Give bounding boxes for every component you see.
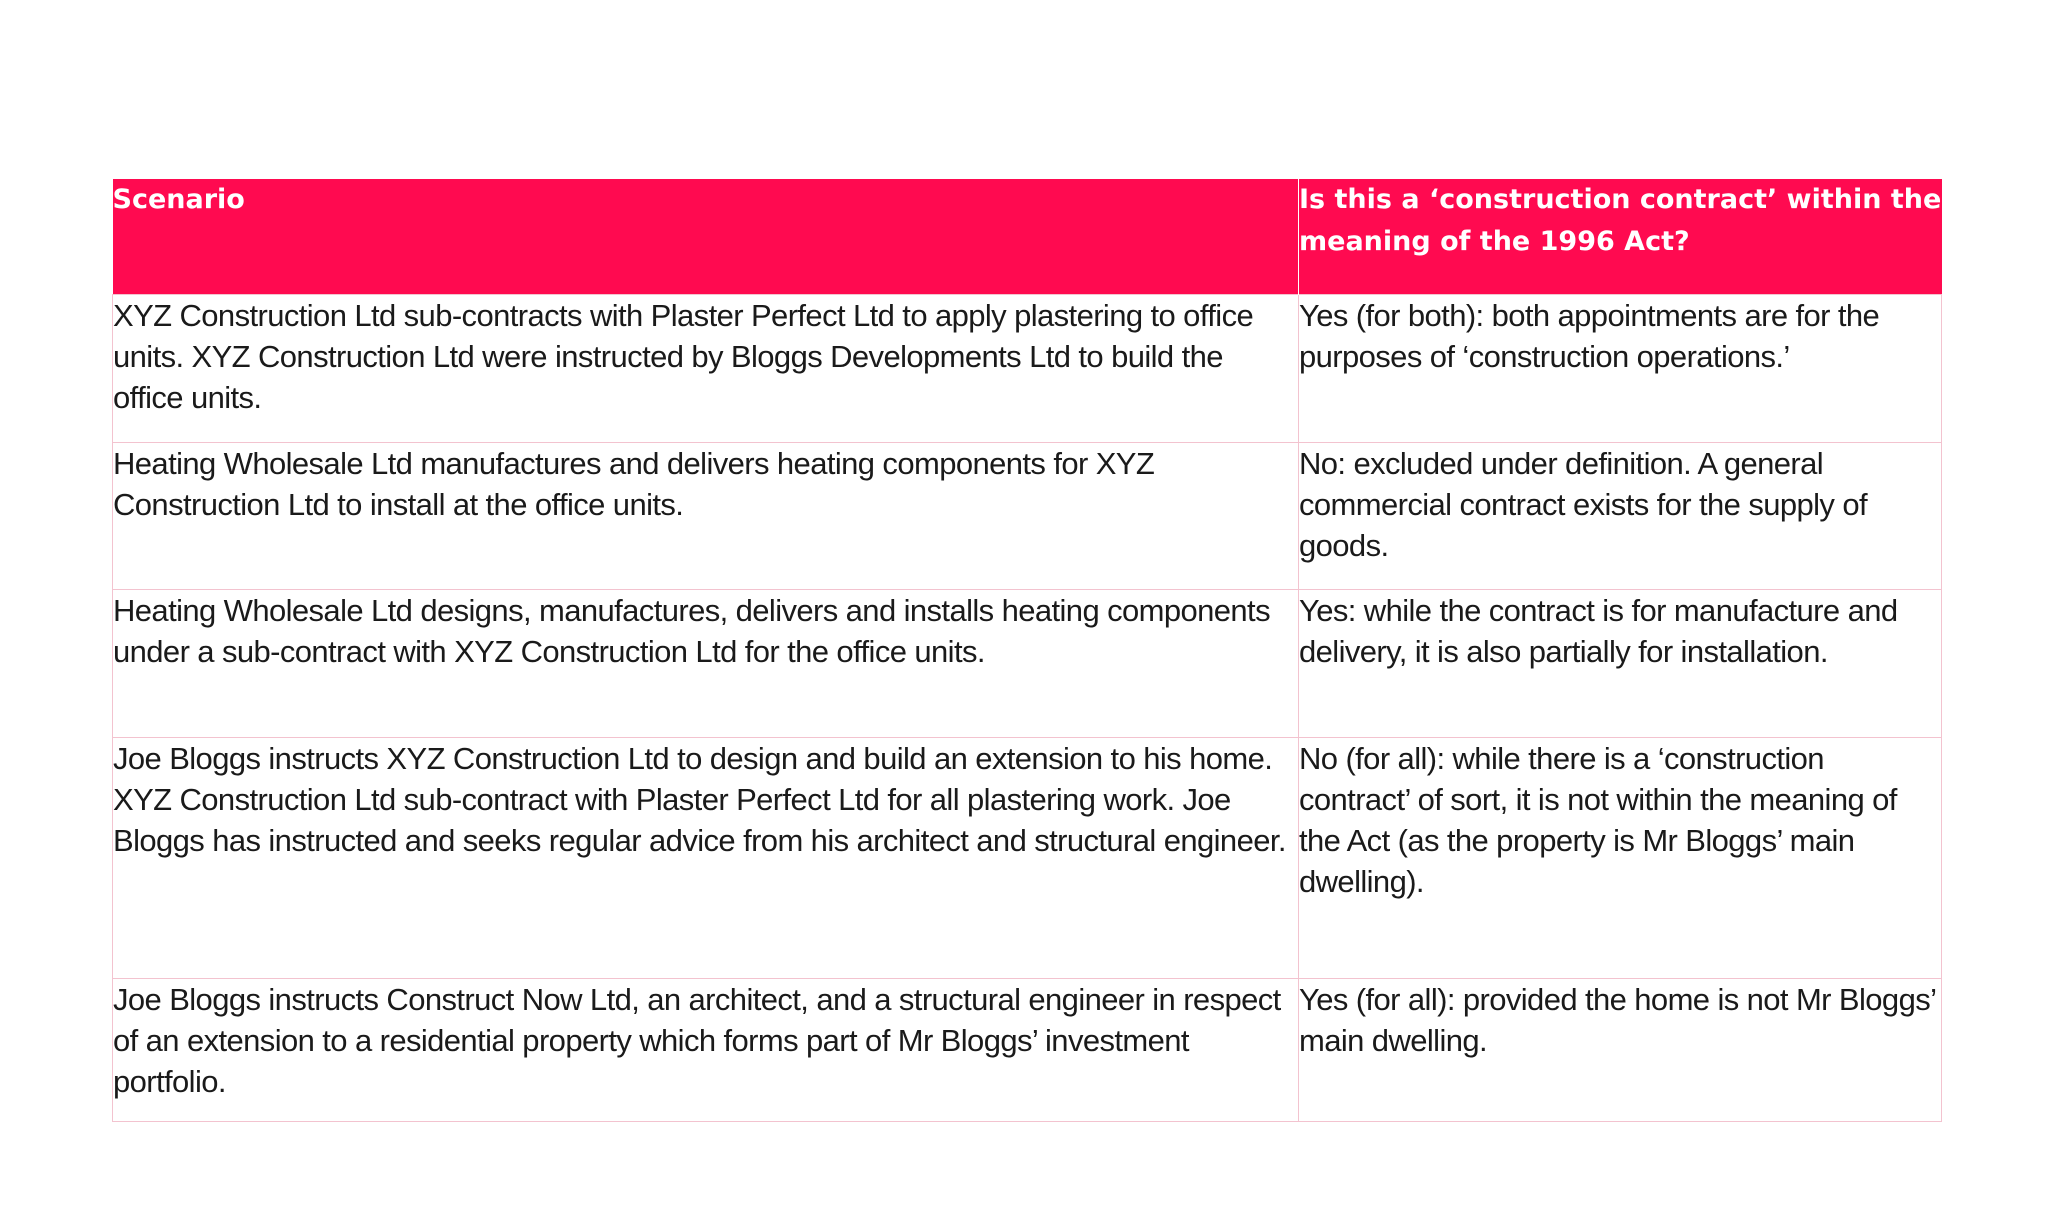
answer-cell: Yes (for both): both appointments are for the purposes of ‘construction operations.’	[1299, 295, 1942, 443]
table-row	[113, 590, 1942, 738]
scenario-cell: Heating Wholesale Ltd manufactures and delivers heating components for XYZ Construction Ltd to install at the office units.	[113, 443, 1299, 590]
answer-cell: No: excluded under definition. A general commercial contract exists for the supply of goods.	[1299, 443, 1942, 590]
scenario-cell: Joe Bloggs instructs Construct Now Ltd, an architect, and a structural engineer in respect of an extension to a residential property which forms part of Mr Bloggs’ investment portfolio.	[113, 979, 1299, 1122]
table-row	[113, 443, 1942, 590]
table-row	[113, 738, 1942, 979]
header-scenario: Scenario	[113, 179, 1299, 295]
header-construction-contract-question: Is this a ‘construction contract’ within the meaning of the 1996 Act?	[1299, 179, 1942, 295]
table-row	[113, 295, 1942, 443]
scenario-table	[112, 179, 1942, 1122]
answer-cell: Yes (for all): provided the home is not Mr Bloggs’ main dwelling.	[1299, 979, 1942, 1122]
answer-cell: Yes: while the contract is for manufacture and delivery, it is also partially for installation.	[1299, 590, 1942, 738]
answer-cell: No (for all): while there is a ‘construction contract’ of sort, it is not within the meaning of the Act (as the property is Mr Bloggs’ main dwelling).	[1299, 738, 1942, 979]
table-row	[113, 979, 1942, 1122]
scenario-cell: XYZ Construction Ltd sub-contracts with Plaster Perfect Ltd to apply plastering to office units. XYZ Construction Ltd were instructed by Bloggs Developments Ltd to build the office units.	[113, 295, 1299, 443]
scenario-cell: Heating Wholesale Ltd designs, manufactures, delivers and installs heating components under a sub-contract with XYZ Construction Ltd for the office units.	[113, 590, 1299, 738]
scenario-cell: Joe Bloggs instructs XYZ Construction Ltd to design and build an extension to his home. XYZ Construction Ltd sub-contract with Plaster Perfect Ltd for all plastering work. Joe Bloggs has instructed and seeks regular advice from his architect and structural engineer.	[113, 738, 1299, 979]
table-header-row	[113, 179, 1942, 295]
